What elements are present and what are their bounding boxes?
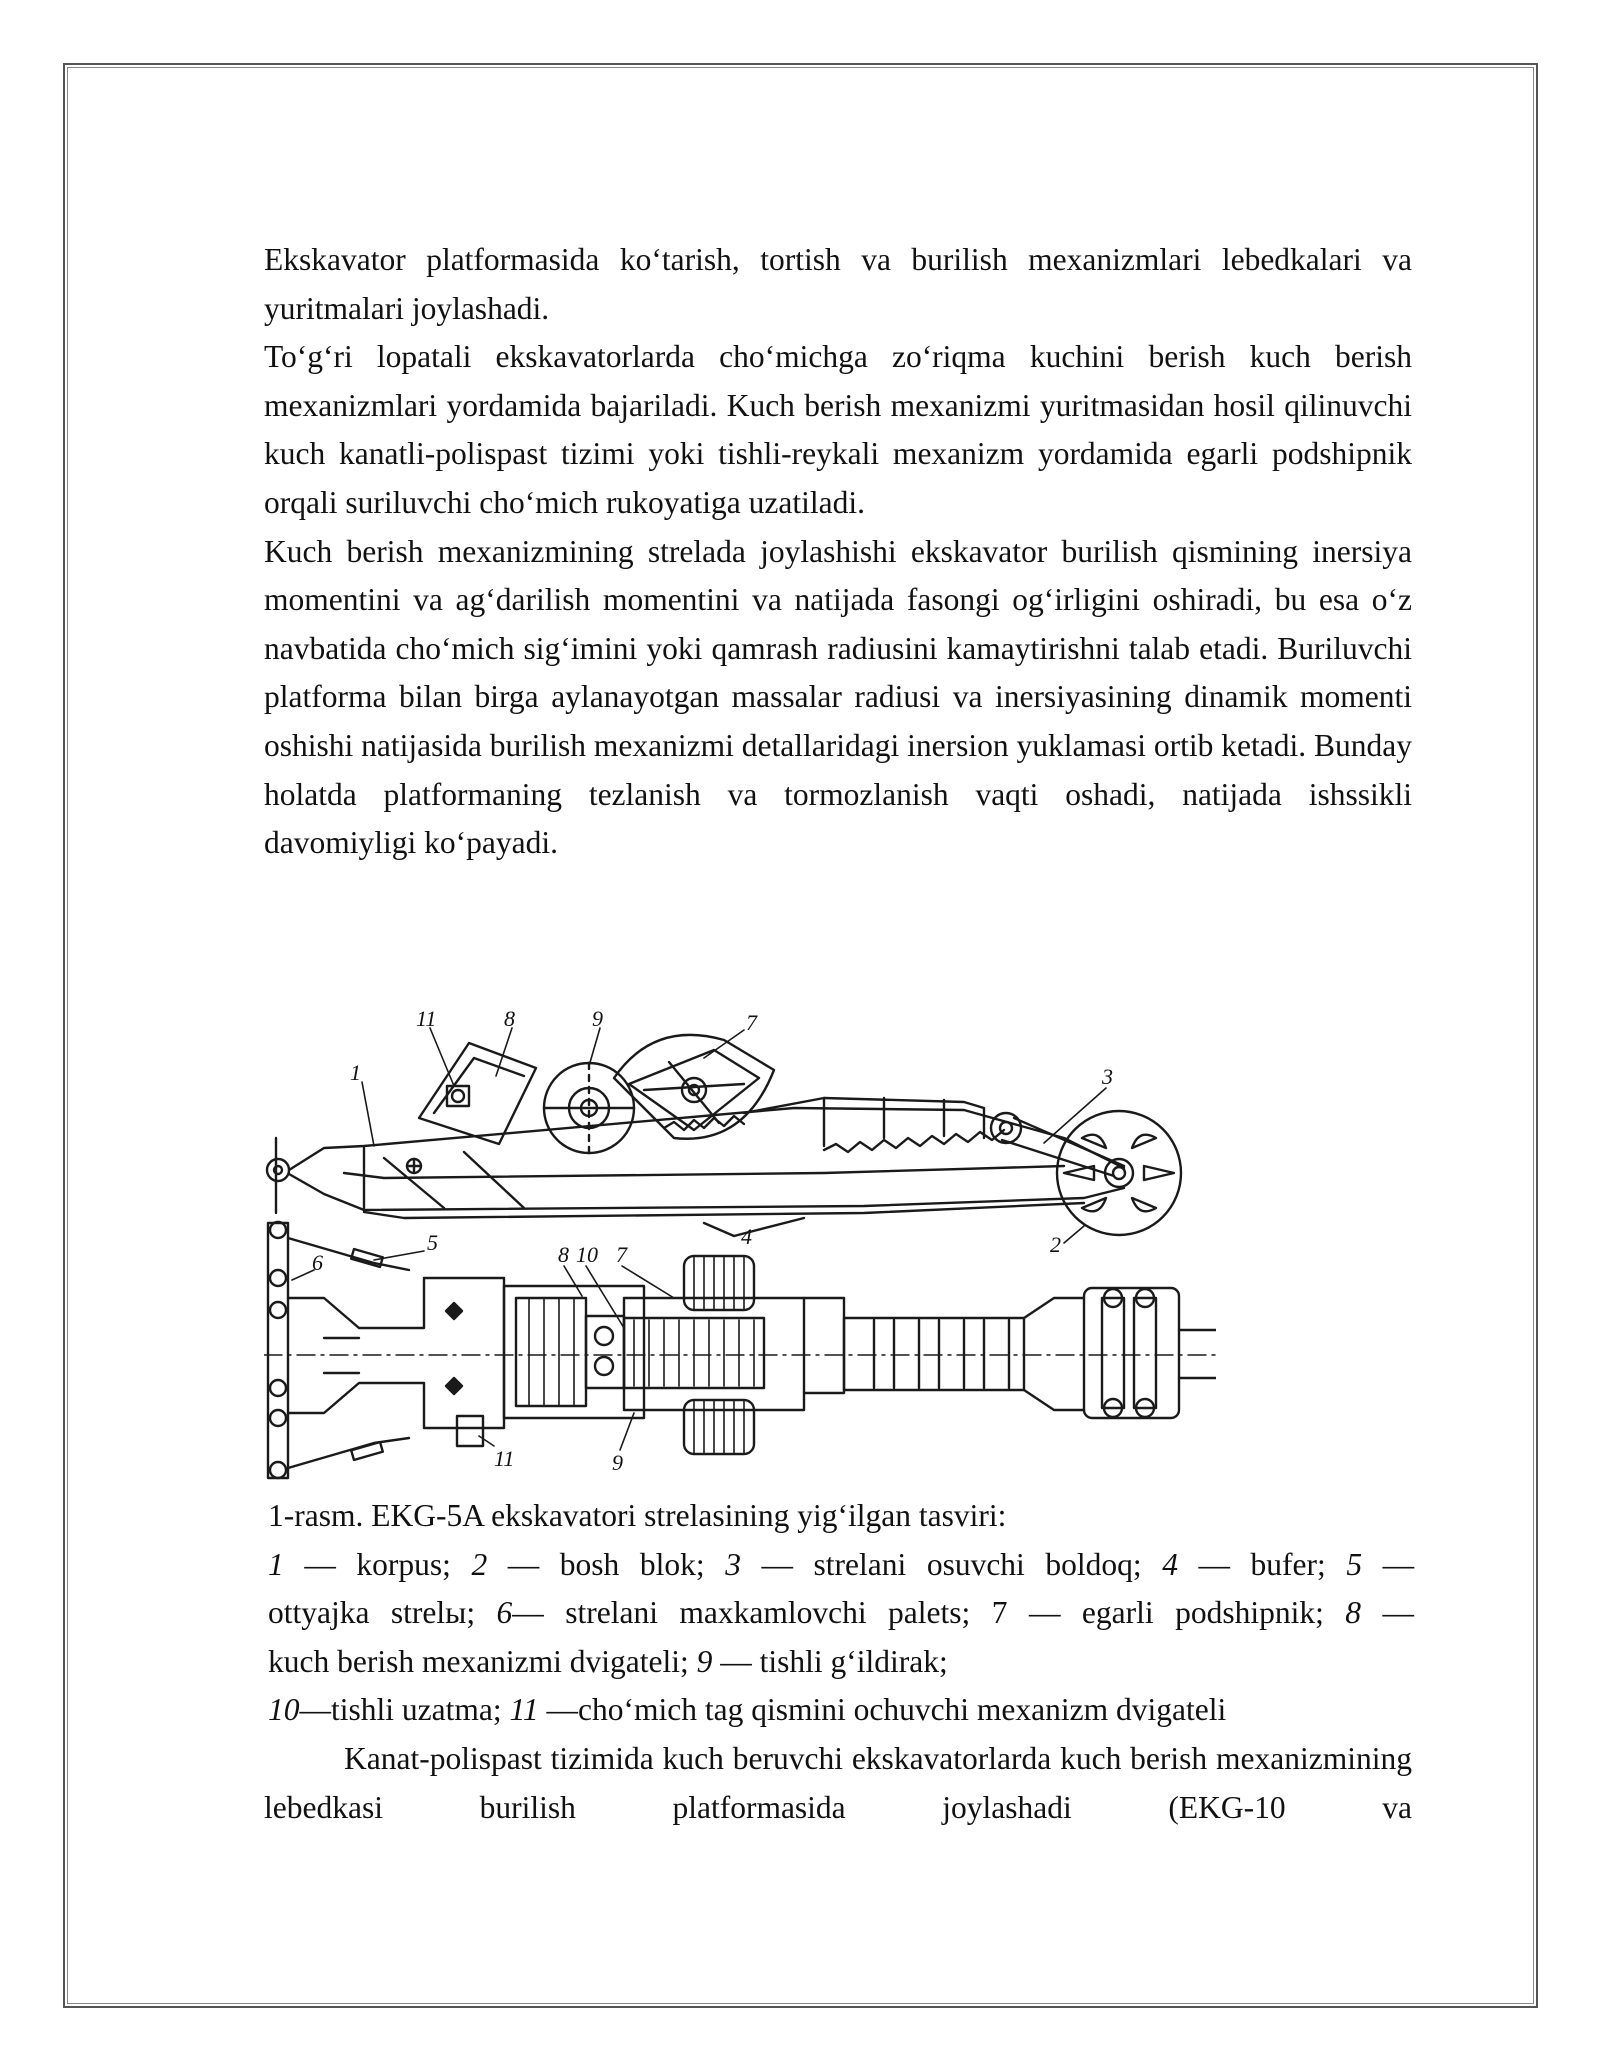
callout-9-top: 9 xyxy=(592,1006,603,1031)
callout-5: 5 xyxy=(427,1230,438,1255)
legend-text: —tishli uzatma; xyxy=(299,1692,502,1728)
plan-view xyxy=(264,1222,1216,1478)
callout-3: 3 xyxy=(1102,1064,1113,1089)
legend-text: — strelani maxkamlovchi palets; xyxy=(512,1595,971,1631)
legend-num: 5 xyxy=(1346,1546,1363,1582)
legend-num: 1 xyxy=(268,1546,284,1582)
paragraph-2: To‘g‘ri lopatali ekskavatorlarda cho‘michga zo‘riqma kuchini berish kuch berish mexanizmlari yordamida bajariladi. Kuch berish mexanizmi yuritmasidan hosil qilinuvchi kuch kanatli-polispast tizimi yoki tishli-reykali mexanizm yordamida egarli podshipnik orqali suriluvchi cho‘mich rukoyatiga uzatiladi. xyxy=(264,339,1412,520)
legend-text: ottyajka strelы; xyxy=(268,1595,476,1631)
legend-text: — tishli g‘ildirak; xyxy=(720,1643,948,1679)
callout-7-top: 7 xyxy=(746,1010,757,1035)
paragraph-1: Ekskavator platformasida ko‘tarish, tortish va burilish mexanizmlari lebedkalari va yuritmalari joylashadi. xyxy=(264,242,1412,326)
caption-legend-line-2 xyxy=(268,1589,1414,1638)
legend-text: — xyxy=(1382,1546,1415,1582)
legend-num: 8 xyxy=(1345,1595,1362,1631)
legend-text: kuch berish mexanizmi dvigateli; xyxy=(268,1643,689,1679)
callout-11-top: 11 xyxy=(416,1006,437,1031)
legend-num: 2 xyxy=(471,1546,488,1582)
legend-text: — bosh blok; xyxy=(507,1546,705,1582)
legend-text: — strelani osuvchi boldoq; xyxy=(761,1546,1142,1582)
body-text-top xyxy=(264,236,1412,868)
callout-1: 1 xyxy=(350,1060,361,1085)
legend-text: — korpus; xyxy=(304,1546,451,1582)
legend-num: 11 xyxy=(509,1692,539,1728)
paragraph-3: Kuch berish mexanizmining strelada joylashishi ekskavator burilish qismining inersiya momentini va ag‘darilish momentini va natijada fasongi og‘irligini oshiradi, bu esa o‘z navbatida cho‘mich sig‘imini yoki qamrash radiusini kamaytirishni talab etadi. Buriluvchi platforma bilan birga aylanayotgan massalar radiusi va inersiyasining dinamik momenti oshishi natijasida burilish mexanizmi detallaridagi inersion yuklamasi ortib ketadi. Bunday holatda platformaning tezlanish va tormozlanish vaqti oshadi, natijada ishssikli davomiyligi ko‘payadi. xyxy=(264,533,1412,861)
body-text-bottom xyxy=(264,1735,1412,1832)
callout-7-bottom: 7 xyxy=(616,1242,627,1267)
caption-legend-line-3 xyxy=(268,1638,1414,1687)
side-view xyxy=(267,1035,1181,1236)
callout-2: 2 xyxy=(1050,1232,1061,1257)
legend-text: — bufer; xyxy=(1198,1546,1326,1582)
legend-num: 6 xyxy=(496,1595,513,1631)
figure-caption xyxy=(268,1492,1414,1735)
callout-9-bottom: 9 xyxy=(612,1450,623,1475)
legend-text: 7 — egarli podshipnik; xyxy=(991,1595,1324,1631)
legend-num: 3 xyxy=(725,1546,741,1582)
callout-10: 10 xyxy=(576,1242,598,1267)
paragraph-4: Kanat-polispast tizimida kuch beruvchi ekskavatorlarda kuch berish mexanizmining lebedkasi burilish platformasida joylashadi (EKG-10 va xyxy=(264,1741,1412,1825)
excavator-boom-drawing xyxy=(264,998,1216,1480)
callout-11-bottom: 11 xyxy=(494,1446,515,1471)
legend-num: 9 xyxy=(696,1643,713,1679)
caption-title: 1-rasm. EKG-5A ekskavatori strelasining yig‘ilgan tasviri: xyxy=(268,1498,1007,1533)
callout-4: 4 xyxy=(741,1224,752,1249)
legend-num: 4 xyxy=(1162,1546,1178,1582)
caption-legend-line-1 xyxy=(268,1541,1414,1590)
caption-legend-line-4 xyxy=(268,1686,1414,1735)
legend-text: — xyxy=(1382,1595,1414,1631)
legend-num: 10 xyxy=(268,1692,300,1728)
callout-8-bottom: 8 xyxy=(558,1242,569,1267)
callout-6: 6 xyxy=(312,1250,323,1275)
legend-text: —cho‘mich tag qismini ochuvchi mexanizm dvigateli xyxy=(546,1692,1227,1728)
callout-8-top: 8 xyxy=(504,1006,515,1031)
